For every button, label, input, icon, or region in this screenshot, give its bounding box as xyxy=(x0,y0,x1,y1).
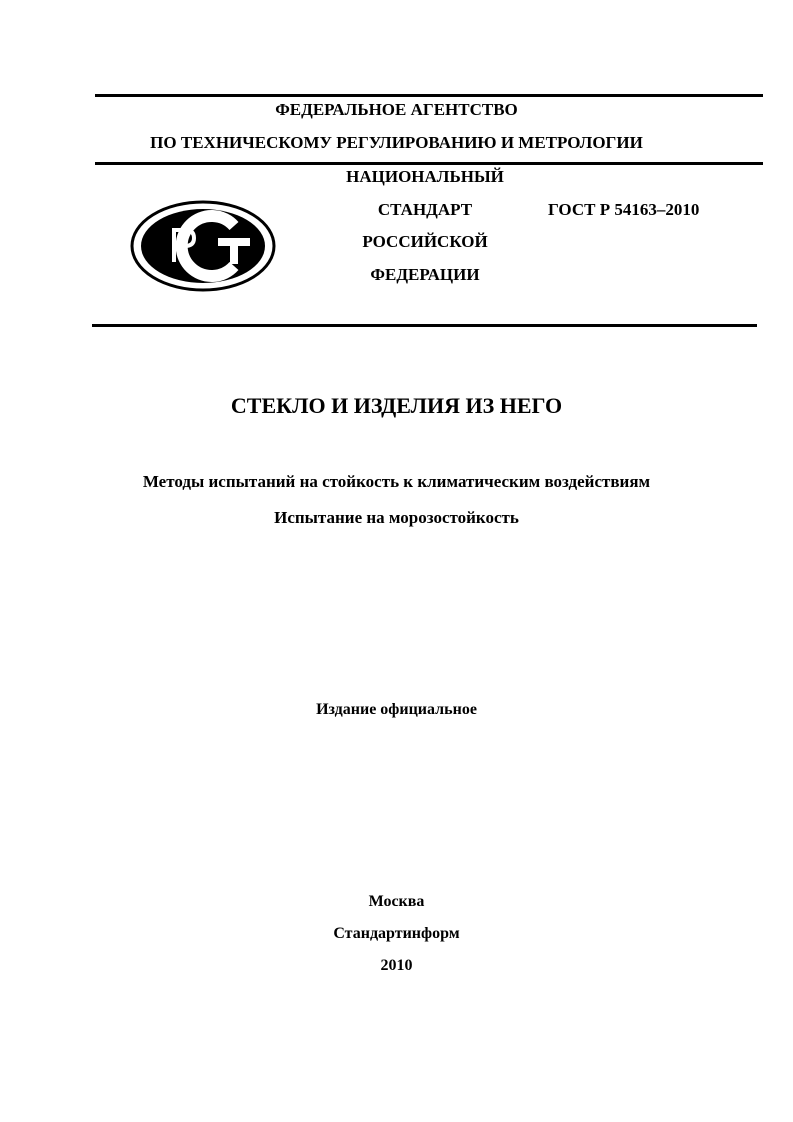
subtitle-line-1: Методы испытаний на стойкость к климатическим воздействиям xyxy=(142,472,651,491)
standard-code: ГОСТ Р 54163–2010 xyxy=(548,200,700,219)
standard-line-2: СТАНДАРТ xyxy=(377,200,473,219)
edition-note: Издание официальное xyxy=(316,701,477,718)
agency-line-2: ПО ТЕХНИЧЕСКОМУ РЕГУЛИРОВАНИЮ И МЕТРОЛОГИИ xyxy=(150,133,643,152)
standard-line-3: РОССИЙСКОЙ xyxy=(362,232,488,251)
top-rule xyxy=(95,94,763,97)
rst-certification-mark-icon xyxy=(130,200,276,292)
standard-line-4: ФЕДЕРАЦИИ xyxy=(370,265,480,284)
block-bottom-rule xyxy=(92,324,757,327)
agency-line-1: ФЕДЕРАЛЬНОЕ АГЕНТСТВО xyxy=(275,100,518,119)
header-divider-rule xyxy=(95,162,763,165)
city: Москва xyxy=(368,893,425,910)
year: 2010 xyxy=(380,957,413,974)
publisher: Стандартинформ xyxy=(333,925,460,942)
subtitle-line-2: Испытание на морозостойкость xyxy=(274,508,519,527)
document-title: СТЕКЛО И ИЗДЕЛИЯ ИЗ НЕГО xyxy=(230,393,563,418)
standard-line-1: НАЦИОНАЛЬНЫЙ xyxy=(346,167,504,186)
